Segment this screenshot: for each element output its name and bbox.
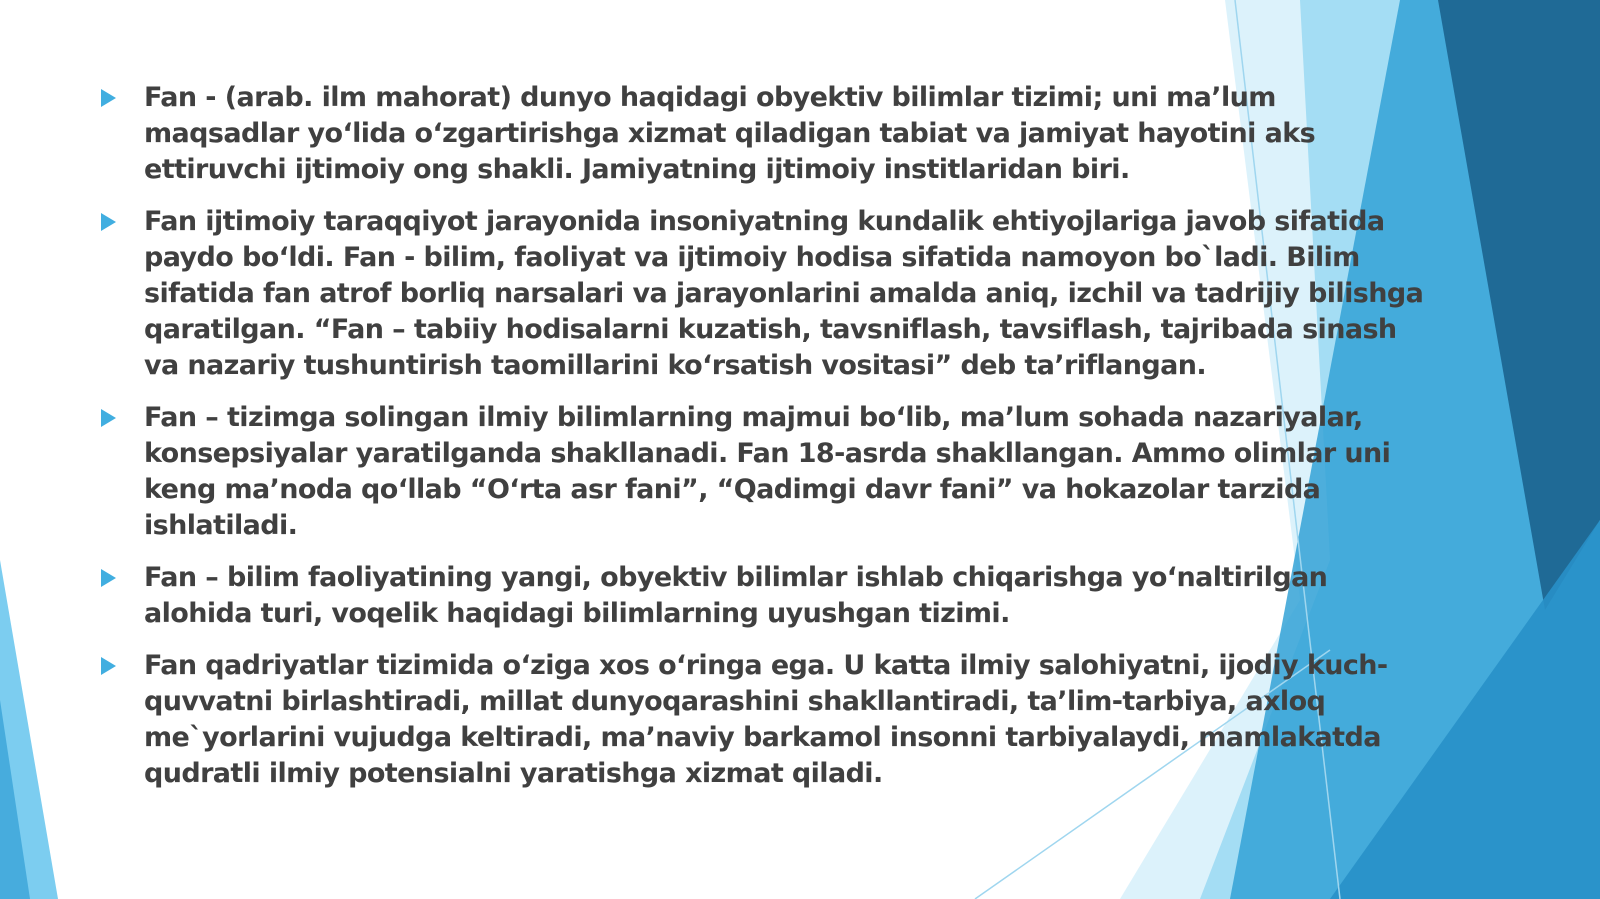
list-item [98,80,1498,188]
triangle-bullet-icon [101,409,116,427]
bullet-text: Fan ijtimoiy taraqqiyot jarayonida insoniyatning kundalik ehtiyojlariga javob sifatida paydo bo‘ldi. Fan - bilim, faoliyat va ijtimoiy hodisa sifatida namoyon bo`ladi. Bilim sifatida fan atrof borliq narsalari va jarayonlarini amalda aniq, izchil va tadrijiy bilishga qaratilgan. “Fan – tabiiy hodisalarni kuzatish, tavsniflash, tavsiflash, tajribada sinash va nazariy tushuntirish taomillarini ko‘rsatish vositasi” deb ta’riflangan. [144,206,1424,381]
triangle-bullet-icon [101,89,116,107]
bullet-text: Fan – tizimga solingan ilmiy bilimlarning majmui bo‘lib, ma’lum sohada nazariyalar, konsepsiyalar yaratilganda shakllanadi. Fan 18-asrda shakllangan. Ammo olimlar uni keng ma’noda qo‘llab “O‘rta asr fani”, “Qadimgi davr fani” va hokazolar tarzida ishlatiladi. [144,402,1391,541]
list-item [98,204,1498,384]
list-item [98,560,1498,632]
bullet-text: Fan - (arab. ilm mahorat) dunyo haqidagi obyektiv bilimlar tizimi; uni ma’lum maqsadlar yo‘lida o‘zgartirishga xizmat qiladigan tabiat va jamiyat hayotini aks ettiruvchi ijtimoiy ong shakli. Jamiyatning ijtimoiy institlaridan biri. [144,82,1316,185]
bullet-text: Fan qadriyatlar tizimida o‘ziga xos o‘ringa ega. U katta ilmiy salohiyatni, ijodiy kuch- quvvatni birlashtiradi, millat dunyoqarashini shakllantiradi, ta’lim-tarbiya, axloq me`yorlarini vujudga keltiradi, ma’naviy barkamol insonni tarbiyalaydi, mamlakatda qudratli ilmiy potensialni yaratishga xizmat qiladi. [144,650,1388,789]
triangle-bullet-icon [101,569,116,587]
triangle-bullet-icon [101,657,116,675]
list-item [98,648,1498,792]
bullet-list [98,80,1498,808]
list-item [98,400,1498,544]
triangle-bullet-icon [101,213,116,231]
bullet-text: Fan – bilim faoliyatining yangi, obyektiv bilimlar ishlab chiqarishga yo‘naltirilgan alohida turi, voqelik haqidagi bilimlarning uyushgan tizimi. [144,562,1328,629]
